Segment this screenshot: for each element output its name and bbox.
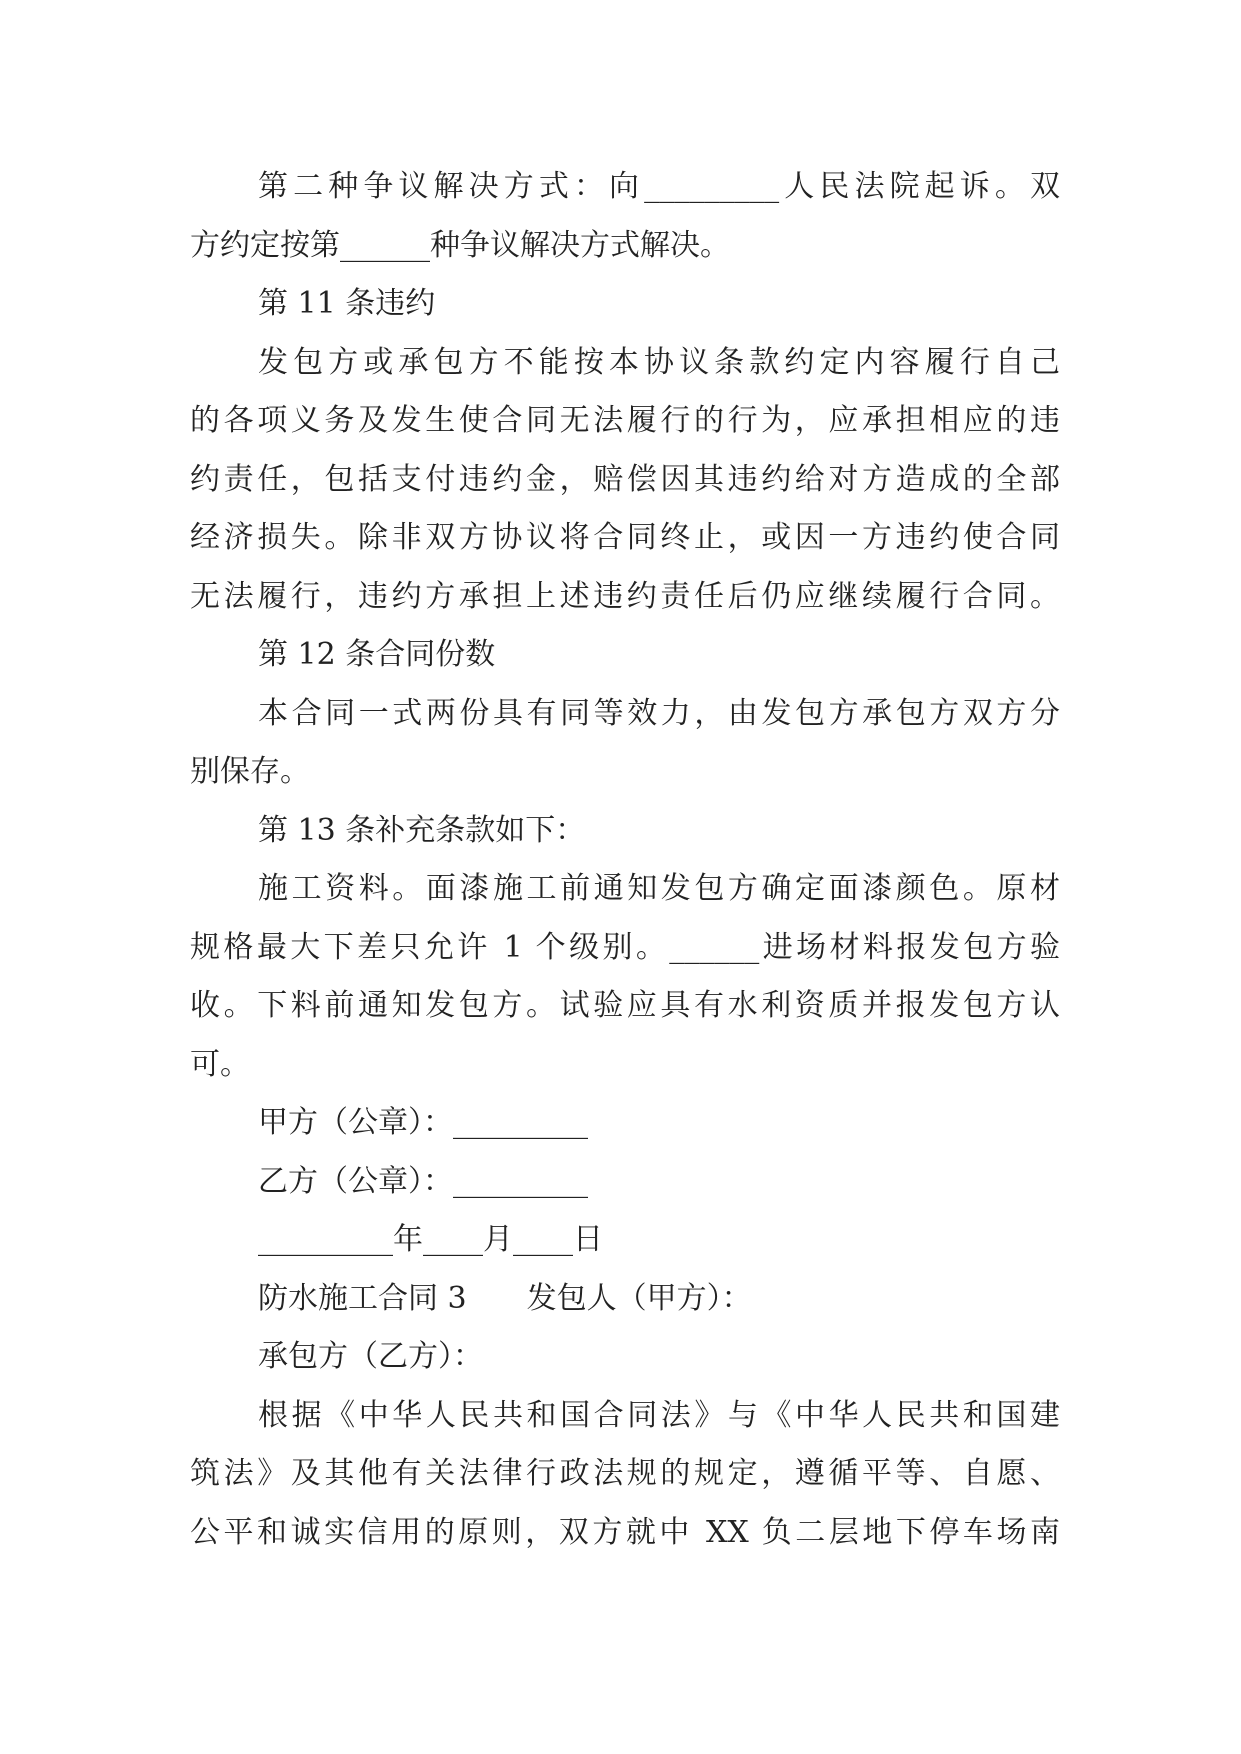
text-line: 的各项义务及发生使合同无法履行的行为，应承担相应的违 <box>190 403 1060 438</box>
text-line: 第 11 条违约 <box>258 286 436 321</box>
text-line: 无法履行，违约方承担上述违约责任后仍应继续履行合同。 <box>190 578 1060 614</box>
text-line: 发包方或承包方不能按本协议条款约定内容履行自己 <box>258 344 1060 380</box>
text-line: 筑法》及其他有关法律行政法规的规定，遵循平等、自愿、 <box>190 1456 1060 1491</box>
text-line: 收。下料前通知发包方。试验应具有水利资质并报发包方认 <box>190 988 1060 1023</box>
text-line: 经济损失。除非双方协议将合同终止，或因一方违约使合同 <box>190 520 1060 555</box>
text-line: 第二种争议解决方式：向_________人民法院起诉。双 <box>258 169 1060 204</box>
text-line: 可。 <box>190 1046 250 1082</box>
text-line: 乙方（公章）：_________ <box>258 1163 588 1199</box>
text-line: _________年____月____日 <box>258 1222 603 1257</box>
text-line: 甲方（公章）：_________ <box>258 1105 588 1140</box>
document-body <box>190 158 1060 1562</box>
text-line: 根据《中华人民共和国合同法》与《中华人民共和国建 <box>258 1397 1060 1433</box>
text-line: 施工资料。面漆施工前通知发包方确定面漆颜色。原材 <box>258 871 1060 906</box>
text-line: 承包方（乙方）： <box>258 1339 483 1374</box>
text-line: 第 13 条补充条款如下： <box>258 812 586 848</box>
text-line: 本合同一式两份具有同等效力，由发包方承包方双方分 <box>258 695 1060 731</box>
text-line: 约责任，包括支付违约金，赔偿因其违约给对方造成的全部 <box>190 461 1060 497</box>
text-line: 别保存。 <box>190 754 310 789</box>
text-line: 规格最大下差只允许 1 个级别。______进场材料报发包方验 <box>190 929 1060 965</box>
text-line: 防水施工合同 3 发包人（甲方）： <box>258 1280 752 1316</box>
text-line: 公平和诚实信用的原则，双方就中 XX 负二层地下停车场南 <box>190 1514 1060 1550</box>
text-line: 第 12 条合同份数 <box>258 637 496 672</box>
text-line: 方约定按第______种争议解决方式解决。 <box>190 227 730 263</box>
